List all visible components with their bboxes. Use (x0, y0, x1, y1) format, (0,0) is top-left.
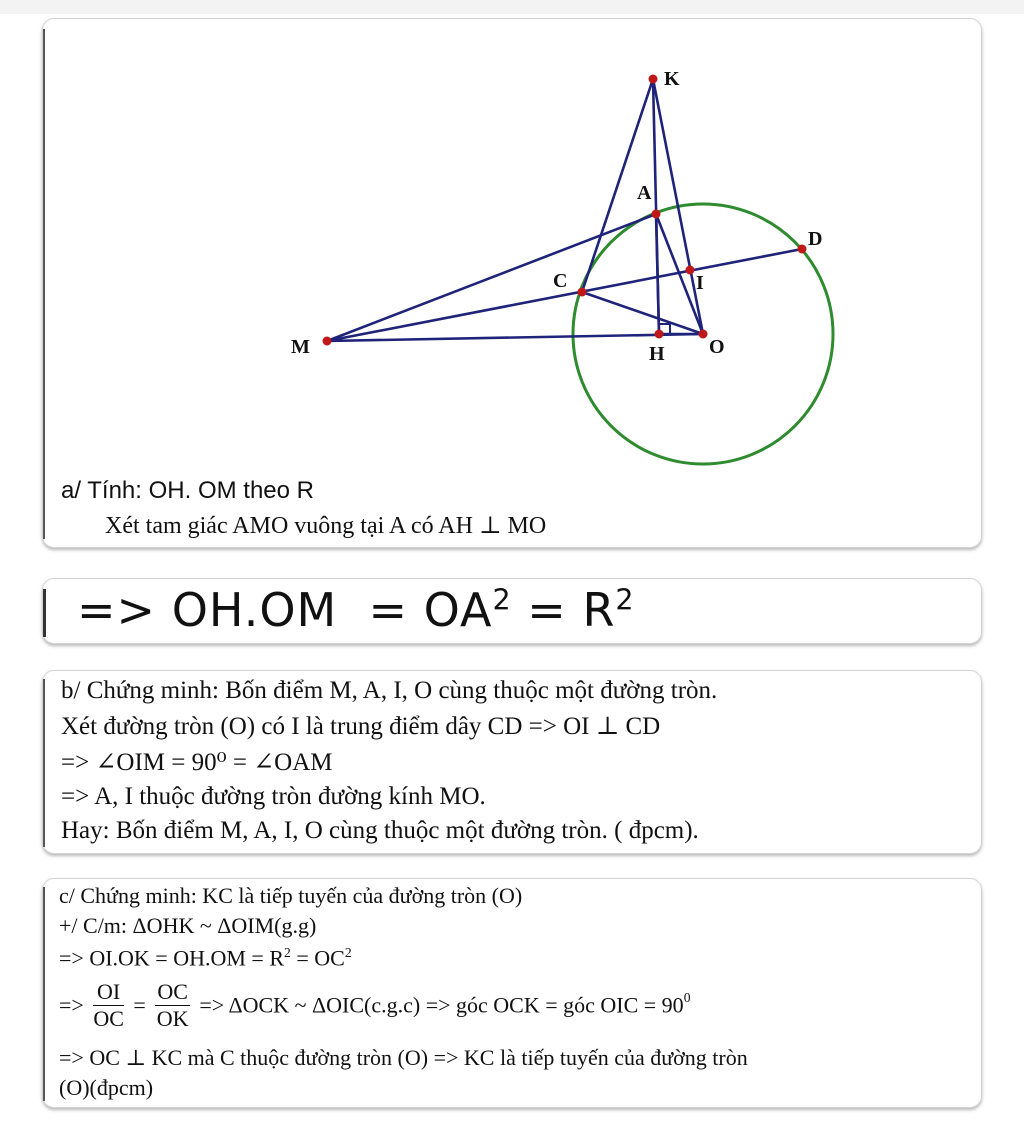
part-c-line-3-exp2: 2 (344, 945, 352, 960)
part-c-line-3-text: => OI.OK = OH.OM = R (59, 945, 285, 971)
frac-numerator: OI (93, 979, 124, 1006)
top-strip (0, 0, 1024, 14)
part-c-line-4 (59, 979, 691, 1032)
part-c-line-3-text-b: = OC (290, 945, 345, 971)
formula-card (42, 578, 982, 644)
formula-mid: = OA (368, 583, 493, 637)
formula-rhs: = R (527, 583, 616, 637)
point-a (652, 210, 661, 219)
point-o (699, 330, 708, 339)
point-c (578, 288, 587, 297)
part-c-heading: c/ Chứng minh: KC là tiếp tuyến của đường tròn (O) (59, 883, 523, 908)
part-a-line: Xét tam giác AMO vuông tại A có AH ⊥ MO (105, 513, 547, 539)
point-h (655, 330, 664, 339)
frac-numerator: OC (157, 979, 188, 1004)
formula-lhs: => OH.OM (77, 583, 338, 637)
part-c-line-5: => OC ⊥ KC mà C thuộc đường tròn (O) => KC là tiếp tuyến của đường tròn (59, 1045, 748, 1070)
geometry-figure (43, 19, 983, 549)
point-d (798, 245, 807, 254)
equals-sign: = (133, 992, 146, 1018)
label-a: A (637, 182, 652, 204)
part-b-card (42, 670, 982, 854)
part-a-heading: a/ Tính: OH. OM theo R (61, 477, 314, 504)
part-c-line-3 (59, 945, 352, 971)
segment-ah (656, 214, 659, 334)
part-c-line-4-prefix: => (59, 992, 84, 1018)
point-k (649, 75, 658, 84)
fraction-oi-oc (93, 979, 124, 1032)
label-m: M (291, 336, 310, 358)
part-c-line-4-rest: => ΔOCK ~ ΔOIC(c.g.c) => góc OCK = góc OIC = 90 (199, 992, 684, 1018)
part-c-line-6: (O)(đpcm) (59, 1075, 154, 1100)
label-i: I (696, 272, 704, 294)
formula-exp2: 2 (615, 583, 635, 617)
point-i (686, 266, 695, 275)
label-o: O (709, 336, 725, 358)
figure-card (42, 18, 982, 548)
formula-exp1: 2 (492, 583, 512, 617)
card-edge (43, 679, 45, 847)
part-c-card (42, 878, 982, 1108)
label-h: H (649, 343, 665, 365)
part-b-line-5: Hay: Bốn điểm M, A, I, O cùng thuộc một đường tròn. ( đpcm). (61, 817, 699, 844)
frac-denominator: OC (93, 1006, 124, 1031)
part-c-line-3-exp: 2 (284, 945, 291, 960)
card-edge (43, 589, 46, 637)
label-c: C (553, 270, 568, 292)
part-b-heading: b/ Chứng minh: Bốn điểm M, A, I, O cùng thuộc một đường tròn. (61, 677, 718, 704)
segment-ci (582, 292, 703, 334)
point-m (323, 337, 332, 346)
frac-denominator: OK (156, 1006, 189, 1031)
segment-mo (327, 334, 703, 341)
label-d: D (808, 228, 823, 250)
part-b-line-3: => ∠OIM = 90⁰ = ∠OAM (61, 749, 333, 776)
part-c-line-2: +/ C/m: ΔOHK ~ ΔOIM(g.g) (59, 913, 317, 938)
label-k: K (664, 68, 680, 90)
fraction-oc-ok (155, 979, 190, 1032)
segment-md (327, 249, 802, 341)
part-c-line-4-exp: 0 (683, 990, 691, 1006)
segment-ko (653, 79, 703, 334)
part-b-line-2: Xét đường tròn (O) có I là trung điểm dây CD => OI ⊥ CD (61, 713, 661, 740)
segment-ma (327, 214, 656, 341)
card-edge (43, 887, 45, 1101)
part-b-line-4: => A, I thuộc đường tròn đường kính MO. (61, 783, 486, 810)
main-formula (77, 583, 635, 637)
